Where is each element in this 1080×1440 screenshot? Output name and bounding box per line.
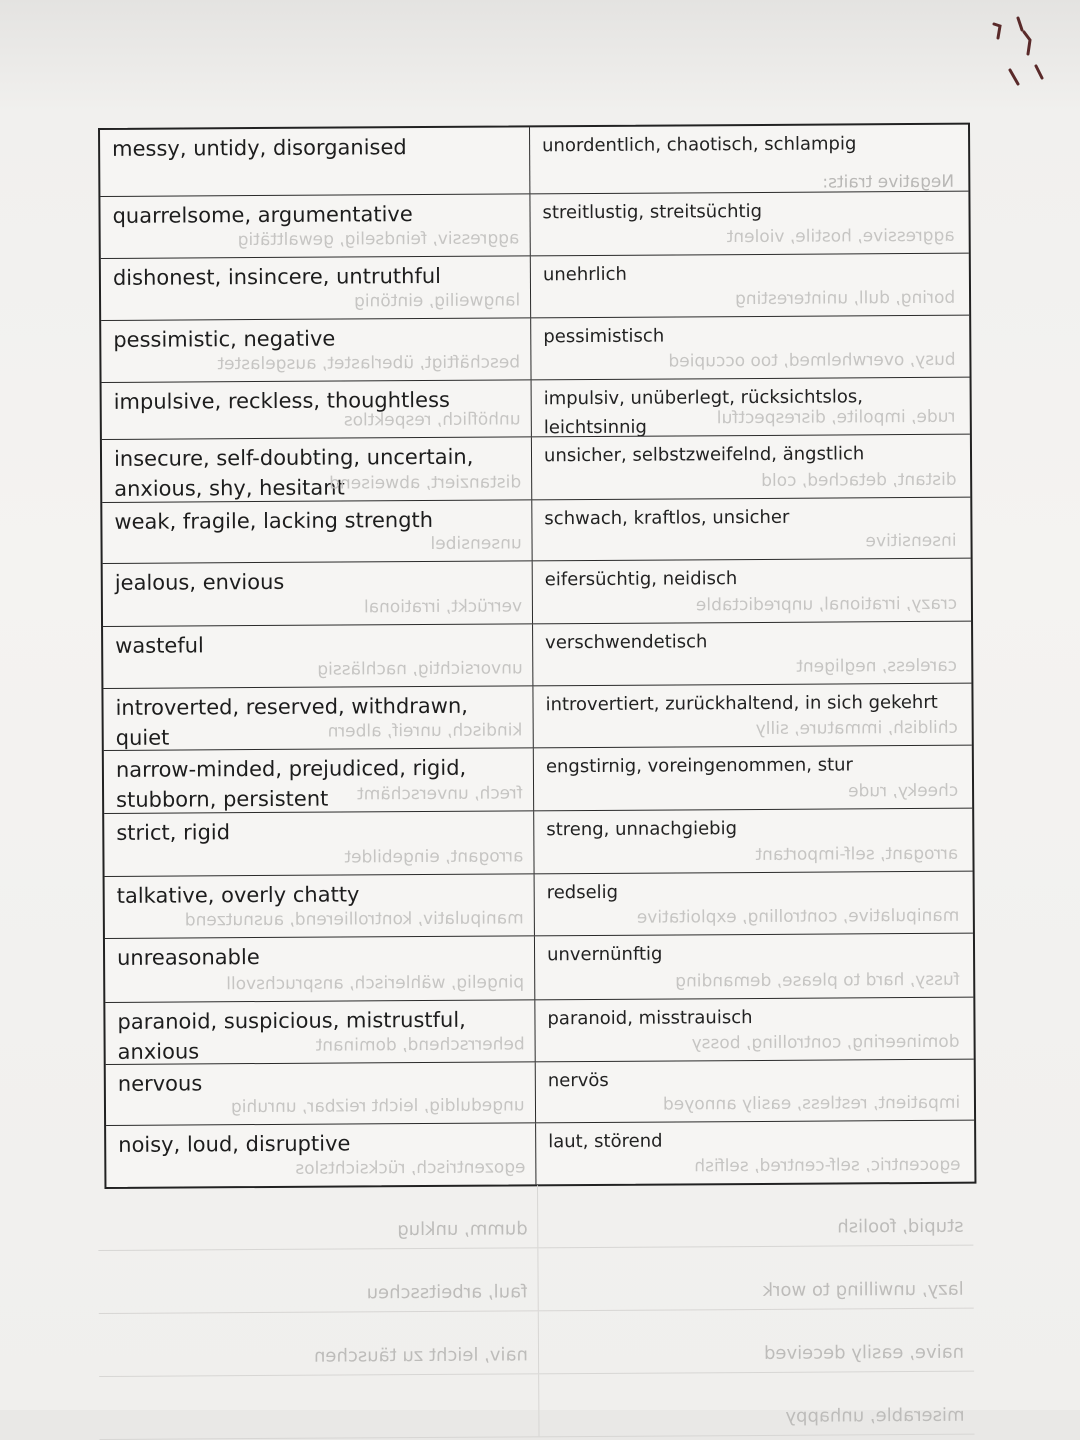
show-through-text: distant, detached, cold [760, 469, 957, 491]
show-through-text: beschäftigt, überlastet, ausgelastet [217, 352, 521, 375]
german-term-cell [533, 622, 967, 686]
german-term-cell [534, 809, 968, 874]
german-term-cell [531, 254, 965, 318]
english-term-cell [106, 1062, 536, 1125]
faded-row [98, 1183, 973, 1251]
table-row [103, 559, 971, 627]
english-term-text: wasteful [115, 633, 204, 658]
english-term-cell [104, 748, 534, 813]
show-through-text: impatient, restless, easily annoyed [662, 1092, 961, 1115]
german-term-text: unordentlich, chaotisch, schlampig [542, 133, 857, 157]
faded-cell [98, 1248, 538, 1313]
german-term-text: introvertiert, zurückhaltend, in sich gekehrt [545, 691, 938, 716]
english-term-text: dishonest, insincere, untruthful [112, 263, 442, 290]
english-term-text: insecure, self-doubting, uncertain, [113, 444, 474, 471]
german-term-text: pessimistisch [543, 325, 665, 348]
english-term-text: pessimistic, negative [113, 326, 336, 352]
english-term-cell [106, 1123, 536, 1187]
show-through-text: beherrschend, dominant [315, 1034, 525, 1056]
show-through-text: dumm, unklug [396, 1218, 528, 1241]
faded-cell [99, 1311, 539, 1376]
english-term-text: quarrelsome, argumentative [112, 202, 413, 228]
english-term-cell [104, 811, 534, 876]
table-row [105, 998, 973, 1065]
show-through-text: ungeduldig, leicht reizbar, unruhig [231, 1095, 526, 1118]
show-through-text: distanziert, abweisend [329, 472, 522, 494]
show-through-text: arrogant, self-important [755, 843, 959, 865]
table-row [105, 934, 973, 1003]
table-row [102, 498, 970, 564]
english-term-text: weak, fragile, lacking strength [114, 507, 434, 534]
table-row [102, 435, 970, 503]
table-row [101, 254, 969, 321]
german-term-text: streng, unnachgiebig [546, 818, 738, 841]
english-term-cell [101, 318, 531, 382]
english-term-cell [105, 1000, 535, 1064]
german-term-cell [533, 684, 967, 748]
show-through-text: unvorsichtig, nachlässig [316, 658, 523, 680]
show-through-text: arrogant, eingebildet [344, 846, 524, 868]
table-row [101, 316, 969, 383]
show-through-text: unsensibel [430, 533, 522, 554]
show-through-text: childish, immature, silly [755, 717, 958, 739]
english-term-cell [105, 874, 535, 938]
german-term-text: impulsiv, unüberlegt, rücksichtslos, [543, 386, 864, 410]
table-row [103, 684, 971, 751]
table-row [102, 378, 970, 440]
show-through-text: stupid, foolish [836, 1215, 964, 1238]
english-term-text: narrow-minded, prejudiced, rigid, [115, 755, 467, 782]
english-term-cell [102, 500, 532, 563]
faded-row [99, 1309, 974, 1377]
german-term-text: paranoid, misstrauisch [547, 1007, 753, 1030]
faded-cell [539, 1309, 974, 1374]
english-term-text: nervous [117, 1071, 203, 1096]
show-through-heading: Negative traits: [822, 171, 955, 193]
show-through-text: busy, overwhelmed, too occupied [668, 349, 956, 372]
show-through-text: boring, dull, uninteresting [734, 287, 956, 310]
german-term-text: unsicher, selbstzweifelnd, ängstlich [543, 443, 865, 467]
show-through-text: pingelig, wählerisch, anspruchsvoll [226, 972, 525, 995]
show-through-text: manipulativ, kontrollierend, ausnutzend [184, 908, 524, 931]
show-through-text: aggressiv, feindselig, gewalttätig [237, 228, 520, 251]
german-term-cell [530, 125, 964, 194]
german-term-cell [533, 559, 967, 624]
show-through-text: fussy, hard to please, demanding [674, 969, 960, 992]
table-row [103, 622, 971, 689]
show-through-text: naiv, leicht zu täuschen [314, 1344, 529, 1367]
show-through-text: crazy, irrational, unpredictable [695, 593, 957, 616]
table-row [104, 809, 972, 877]
german-term-text: nervös [547, 1069, 609, 1092]
english-term-cell [102, 437, 532, 502]
faded-cell [538, 1246, 973, 1311]
english-term-text: stubborn, persistent [116, 786, 329, 812]
show-through-text: langweilig, eintönig [353, 290, 521, 312]
german-term-cell [535, 998, 969, 1062]
faded-row [99, 1372, 974, 1440]
show-through-text: unhöflich, respektlos [343, 409, 521, 431]
pen-tally-marks [980, 14, 1050, 94]
german-term-text: unvernünftig [546, 943, 663, 966]
german-term-cell [535, 872, 969, 936]
show-through-text: domineering, controlling, bossy [691, 1031, 960, 1054]
show-through-text: egozentrisch, rücksichtslos [295, 1157, 526, 1179]
faded-cell [99, 1374, 539, 1439]
english-term-cell [103, 561, 533, 626]
english-term-text: anxious, shy, hesitant [114, 475, 345, 501]
table-row [106, 1121, 974, 1187]
english-term-cell [105, 936, 535, 1002]
english-term-cell [103, 624, 533, 688]
german-term-cell [534, 746, 968, 811]
show-through-text: verrückt, irrational [363, 596, 522, 618]
english-term-text: talkative, overly chatty [116, 882, 360, 908]
show-through-text: naive, easily deceived [763, 1341, 965, 1364]
german-term-text: unehrlich [542, 263, 627, 286]
english-term-text: anxious [117, 1039, 200, 1064]
german-term-cell [532, 435, 966, 500]
german-term-cell [536, 1121, 970, 1185]
english-term-text: strict, rigid [116, 820, 231, 845]
english-term-text: introverted, reserved, withdrawn, [115, 693, 469, 720]
german-term-cell [535, 934, 969, 1000]
german-term-text: redselig [546, 881, 619, 904]
show-through-text: rude, impolite, disrespectful [716, 406, 956, 429]
english-term-text: paranoid, suspicious, mistrustful, [117, 1007, 466, 1034]
table-row [106, 1060, 974, 1126]
table-row [105, 872, 973, 939]
show-through-text: faul, arbeitsscheu [366, 1281, 528, 1304]
english-term-cell [100, 194, 530, 258]
faded-table-remnant [98, 1183, 975, 1440]
show-through-text: egocentric, self-centred, selfish [693, 1154, 961, 1177]
english-term-text: unreasonable [116, 945, 260, 970]
german-term-text: verschwendetisch [545, 631, 708, 654]
german-term-text: engstirnig, voreingenommen, stur [545, 754, 854, 778]
english-term-text: messy, untidy, disorganised [112, 135, 407, 161]
show-through-text: frech, unverschämt [357, 783, 524, 805]
german-term-cell [532, 498, 966, 561]
show-through-text: careless, negligent [796, 655, 958, 677]
show-through-text: manipulative, controlling, exploitative [636, 905, 959, 928]
english-term-text: quiet [115, 725, 170, 750]
english-term-cell [100, 127, 530, 196]
show-through-text: insensitive [865, 530, 957, 552]
german-term-cell [532, 378, 966, 437]
german-term-text: leichtsinnig [543, 416, 647, 439]
faded-cell [538, 1183, 973, 1248]
vocabulary-table [98, 123, 976, 1189]
table-row [104, 746, 972, 814]
english-term-cell [101, 256, 531, 320]
english-term-text: noisy, loud, disruptive [118, 1131, 351, 1157]
german-term-text: schwach, kraftlos, unsicher [544, 506, 790, 530]
german-term-text: streitlustig, streitsüchtig [542, 200, 763, 224]
german-term-cell [530, 192, 964, 256]
english-term-text: impulsive, reckless, thoughtless [113, 387, 450, 414]
german-term-cell [536, 1060, 970, 1123]
table-row [100, 192, 968, 259]
german-term-cell [531, 316, 965, 380]
english-term-text: jealous, envious [114, 569, 285, 595]
german-term-text: laut, störend [548, 1130, 663, 1153]
table-row [100, 125, 968, 197]
faded-cell [539, 1372, 974, 1437]
show-through-text: lazy, unwilling to work [762, 1278, 964, 1301]
english-term-cell [102, 380, 532, 439]
show-through-text: cheeky, rude [847, 780, 959, 802]
show-through-text: miserable, unhappy [785, 1404, 965, 1427]
german-term-text: eifersüchtig, neidisch [544, 568, 738, 591]
show-through-text: aggressive, hostile, violent [726, 225, 955, 248]
faded-cell [98, 1185, 538, 1250]
english-term-cell [103, 686, 533, 750]
faded-row [98, 1246, 973, 1314]
show-through-text: kindisch, unreif, albern [327, 720, 523, 742]
